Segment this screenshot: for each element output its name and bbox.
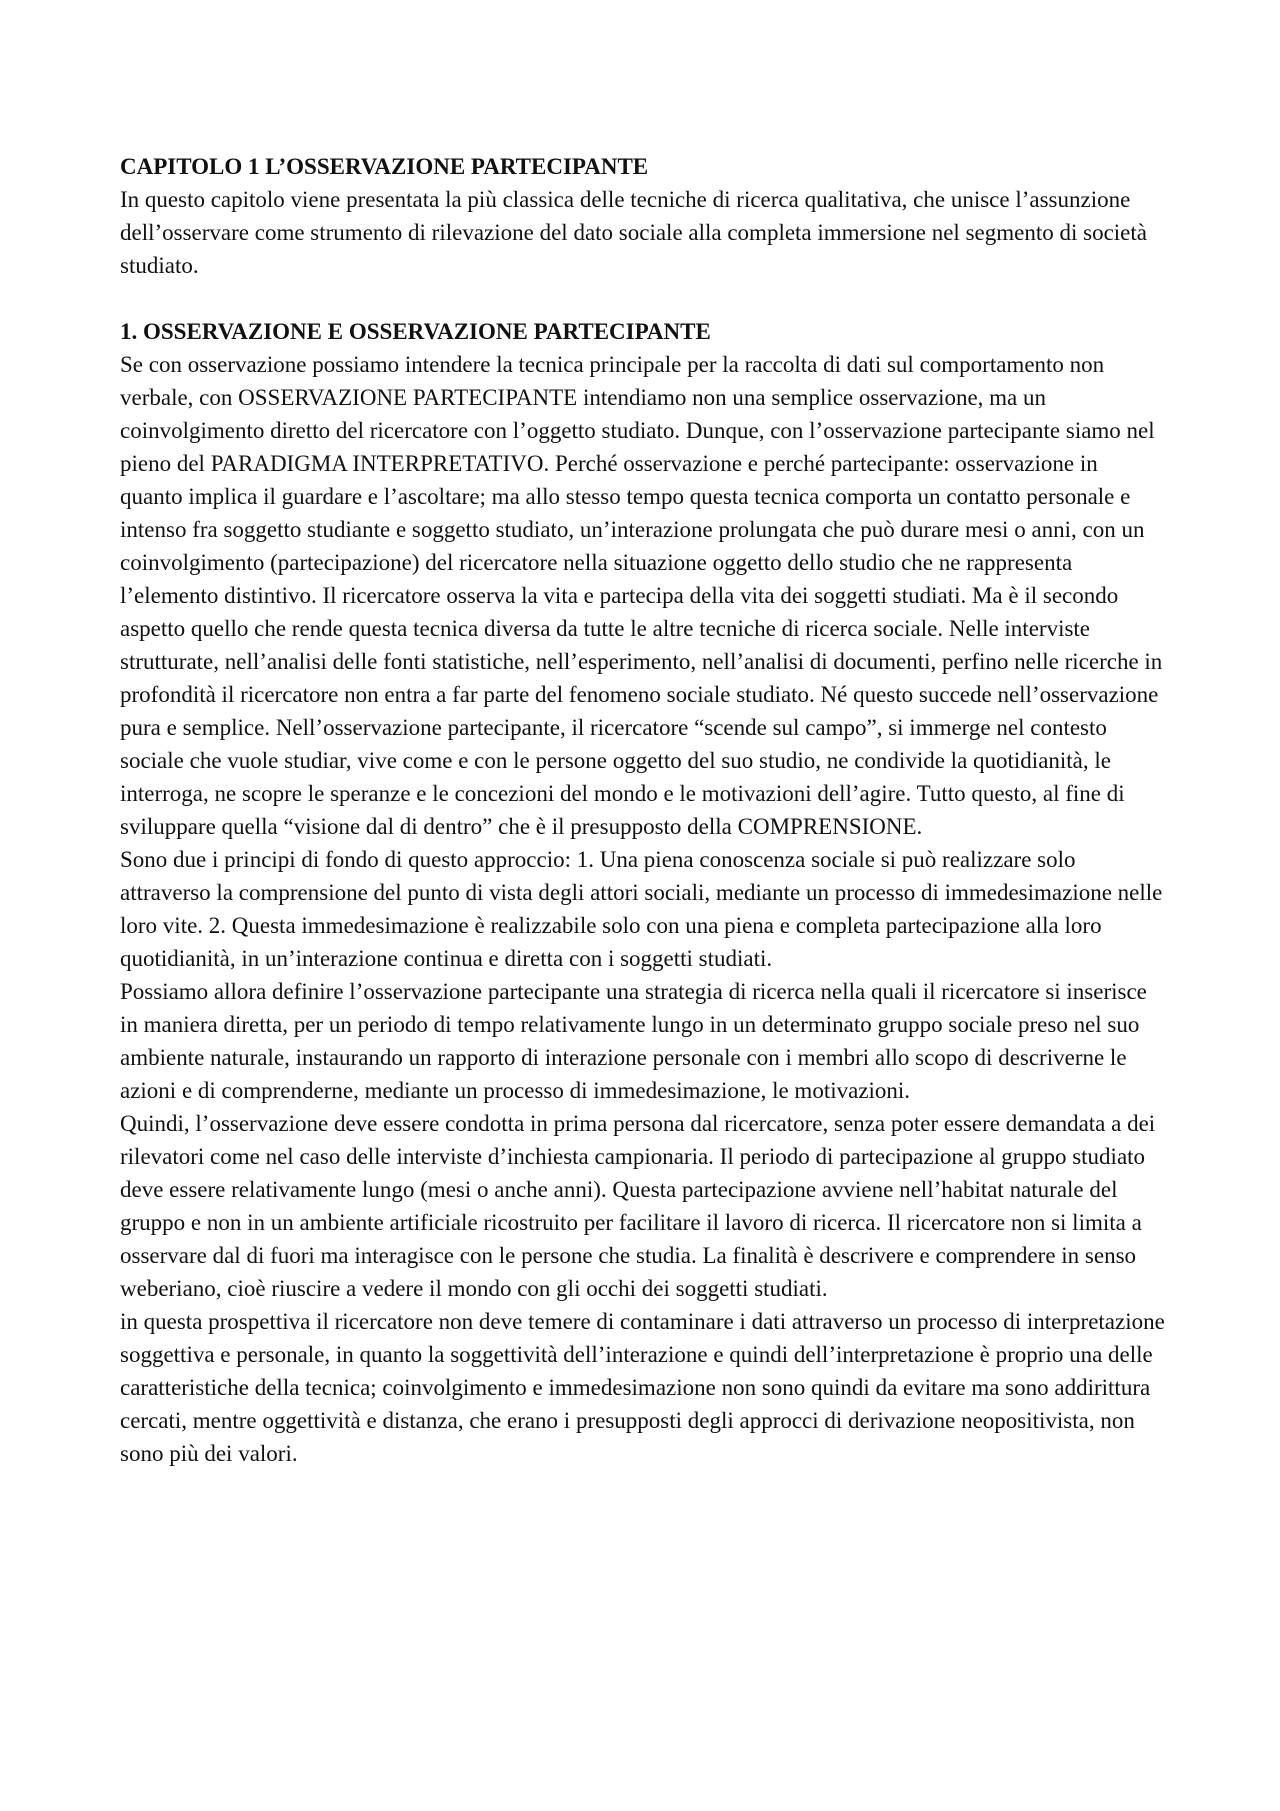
section-title: 1. OSSERVAZIONE E OSSERVAZIONE PARTECIPANTE [120, 319, 711, 344]
body-paragraph-3: Possiamo allora definire l’osservazione partecipante una strategia di ricerca nella quali il ricercatore si inserisce in maniera diretta, per un periodo di tempo relativamente lungo in un determinato gruppo sociale preso nel suo ambiente naturale, instaurando un rapporto di interazione personale con i membri allo scopo di descriverne le azioni e di comprenderne, mediante un processo di immedesimazione, le motivazioni. [120, 979, 1147, 1103]
body-paragraph-1: Se con osservazione possiamo intendere la tecnica principale per la raccolta di dati sul comportamento non verbale, con OSSERVAZIONE PARTECIPANTE intendiamo non una semplice osservazione, ma un coinvolgimento diretto del ricercatore con l’oggetto studiato. Dunque, con l’osservazione partecipante siamo nel pieno del PARADIGMA INTERPRETATIVO. Perché osservazione e perché partecipante: osservazione in quanto implica il guardare e l’ascoltare; ma allo stesso tempo questa tecnica comporta un contatto personale e intenso fra soggetto studiante e soggetto studiato, un’interazione prolungata che può durare mesi o anni, con un coinvolgimento (partecipazione) del ricercatore nella situazione oggetto dello studio che ne rappresenta l’elemento distintivo. Il ricercatore osserva la vita e partecipa della vita dei soggetti studiati. Ma è il secondo aspetto quello che rende questa tecnica diversa da tutte le altre tecniche di ricerca sociale. Nelle interviste strutturate, nell’analisi delle fonti statistiche, nell’esperimento, nell’analisi di documenti, perfino nelle ricerche in profondità il ricercatore non entra a far parte del fenomeno sociale studiato. Né questo succede nell’osservazione pura e semplice. Nell’osservazione partecipante, il ricercatore “scende sul campo”, si immerge nel contesto sociale che vuole studiar, vive come e con le persone oggetto del suo studio, ne condivide la quotidianità, le interroga, ne scopre le speranze e le concezioni del mondo e le motivazioni dell’agire. Tutto questo, al fine di sviluppare quella “visione dal di dentro” che è il presupposto della COMPRENSIONE. [120, 352, 1163, 839]
body-paragraph-2: Sono due i principi di fondo di questo approccio: 1. Una piena conoscenza sociale si può realizzare solo attraverso la comprensione del punto di vista degli attori sociali, mediante un processo di immedesimazione nelle loro vite. 2. Questa immedesimazione è realizzabile solo con una piena e completa partecipazione alla loro quotidianità, in un’interazione continua e diretta con i soggetti studiati. [120, 847, 1163, 971]
chapter-title: CAPITOLO 1 L’OSSERVAZIONE PARTECIPANTE [120, 154, 649, 179]
body-paragraph-5: in questa prospettiva il ricercatore non deve temere di contaminare i dati attraverso un processo di interpretazione soggettiva e personale, in quanto la soggettività dell’interazione e quindi dell’interpretazione è proprio una delle caratteristiche della tecnica; coinvolgimento e immedesimazione non sono quindi da evitare ma sono addirittura cercati, mentre oggettività e distanza, che erano i presupposti degli approcci di derivazione neopositivista, non sono più dei valori. [120, 1309, 1165, 1466]
spacer [120, 282, 1165, 315]
body-paragraph-4: Quindi, l’osservazione deve essere condotta in prima persona dal ricercatore, senza poter essere demandata a dei rilevatori come nel caso delle interviste d’inchiesta campionaria. Il periodo di partecipazione al gruppo studiato deve essere relativamente lungo (mesi o anche anni). Questa partecipazione avviene nell’habitat naturale del gruppo e non in un ambiente artificiale ricostruito per facilitare il lavoro di ricerca. Il ricercatore non si limita a osservare dal di fuori ma interagisce con le persone che studia. La finalità è descrivere e comprendere in senso weberiano, cioè riuscire a vedere il mondo con gli occhi dei soggetti studiati. [120, 1111, 1156, 1301]
document-page [120, 150, 1165, 1470]
intro-paragraph: In questo capitolo viene presentata la più classica delle tecniche di ricerca qualitativa, che unisce l’assunzione dell’osservare come strumento di rilevazione del dato sociale alla completa immersione nel segmento di società studiato. [120, 187, 1147, 278]
